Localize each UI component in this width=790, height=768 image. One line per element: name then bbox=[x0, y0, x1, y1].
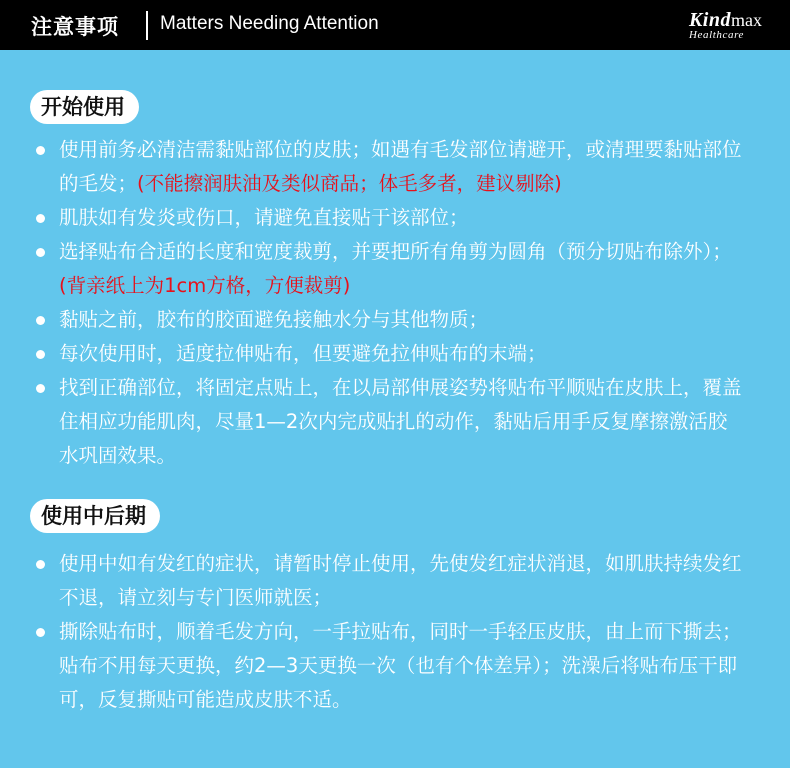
section-heading-later-use: 使用中后期 bbox=[30, 499, 160, 533]
item-note: (背亲纸上为1cm方格，方便裁剪) bbox=[59, 274, 351, 297]
bullet-icon bbox=[36, 350, 45, 359]
list-item bbox=[0, 133, 790, 201]
bullet-icon bbox=[36, 628, 45, 637]
item-text: 每次使用时，适度拉伸贴布，但要避免拉伸贴布的末端； bbox=[59, 342, 547, 365]
header-title-cn: 注意事项 bbox=[31, 15, 119, 39]
header-divider bbox=[146, 11, 148, 40]
list-item bbox=[0, 547, 790, 615]
item-text: 黏贴之前，胶布的胶面避免接触水分与其他物质； bbox=[59, 308, 489, 331]
bullet-icon bbox=[36, 146, 45, 155]
header-title-en: Matters Needing Attention bbox=[160, 13, 379, 34]
header-bar bbox=[0, 0, 790, 50]
bullet-icon bbox=[36, 316, 45, 325]
item-text: 使用中如有发红的症状，请暂时停止使用，先使发红症状消退，如肌肤持续发红不退，请立刻与专门医师就医； bbox=[59, 552, 742, 609]
item-text: 选择贴布合适的长度和宽度裁剪，并要把所有角剪为圆角（预分切贴布除外）； bbox=[59, 240, 732, 263]
section-heading-start-use: 开始使用 bbox=[30, 90, 139, 124]
bullet-icon bbox=[36, 214, 45, 223]
item-text: 撕除贴布时，顺着毛发方向，一手拉贴布，同时一手轻压皮肤，由上而下撕去；贴布不用每天更换，约2—3天更换一次（也有个体差异）；洗澡后将贴布压干即可，反复撕贴可能造成皮肤不适。 bbox=[59, 620, 742, 711]
brand-kind: Kind bbox=[688, 9, 731, 31]
list-item bbox=[0, 201, 790, 235]
list-item bbox=[0, 303, 790, 337]
list-item bbox=[0, 235, 790, 303]
list-item bbox=[0, 615, 790, 717]
bullet-icon bbox=[36, 560, 45, 569]
brand-sub: Healthcare bbox=[688, 29, 745, 41]
item-text: 找到正确部位，将固定点贴上，在以局部伸展姿势将贴布平顺贴在皮肤上，覆盖住相应功能肌肉，尽量1—2次内完成贴扎的动作，黏贴后用手反复摩擦激活胶水巩固效果。 bbox=[59, 376, 742, 467]
bullet-icon bbox=[36, 248, 45, 257]
list-item bbox=[0, 337, 790, 371]
brand-logo bbox=[689, 9, 762, 41]
item-text: 肌肤如有发炎或伤口，请避免直接贴于该部位； bbox=[59, 206, 469, 229]
list-item bbox=[0, 371, 790, 473]
bullet-icon bbox=[36, 384, 45, 393]
item-text: 使用前务必清洁需黏贴部位的皮肤；如遇有毛发部位请避开，或清理要黏贴部位的毛发； bbox=[59, 138, 742, 195]
section-list-later-use bbox=[0, 547, 790, 717]
item-note: (不能擦润肤油及类似商品；体毛多者，建议剔除) bbox=[137, 172, 562, 195]
brand-max: max bbox=[731, 10, 762, 30]
section-list-start-use bbox=[0, 133, 790, 473]
